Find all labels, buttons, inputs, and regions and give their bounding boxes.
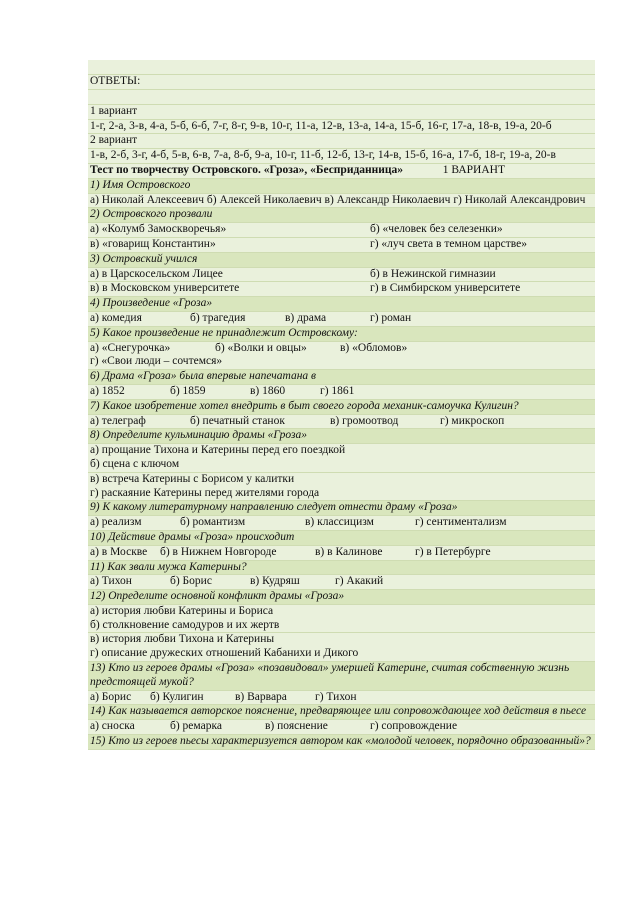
question-text: 3) Островский учился [88, 253, 595, 268]
variant2-label: 2 вариант [88, 134, 595, 149]
answer-option: в) история любви Тихона и Катерины [90, 633, 275, 646]
answer-option: а) прощание Тихона и Катерины перед его поездкой [90, 444, 346, 457]
answer-option: в) классицизм [305, 516, 374, 529]
answer-option: г) в Петербурге [415, 545, 491, 558]
question-text: 4) Произведение «Гроза» [88, 297, 595, 312]
answer-option: а) реализм [90, 516, 142, 529]
question-text: 14) Как называется авторское пояснение, предваряющее или сопровождающее ход действия в пьесе [88, 705, 595, 720]
answer-option: б) «человек без селезенки» [370, 223, 503, 236]
answer-option: г) «Свои люди – сочтемся» [90, 355, 223, 368]
blank-row [88, 60, 595, 75]
question-text: 5) Какое произведение не принадлежит Островскому: [88, 327, 595, 342]
answer-option: в) «Обломов» [340, 341, 408, 354]
answer-option: а) Борис [90, 690, 132, 703]
answer-row [88, 268, 595, 283]
answer-option: а) в Царскосельском Лицее [90, 267, 223, 280]
answer-option: б) «Волки и овцы» [215, 341, 307, 354]
question-text: 1) Имя Островского [88, 179, 595, 194]
test-title: Тест по творчеству Островского. «Гроза», «Бесприданница» [90, 163, 404, 176]
question-text: 9) К какому литературному направлению следует отнести драму «Гроза» [88, 501, 595, 516]
answer-option: а) сноска [90, 720, 135, 733]
answer-option: б) в Нижнем Новгороде [160, 545, 277, 558]
answer-row [88, 342, 595, 371]
answer-option: г) сентиментализм [415, 516, 507, 529]
answer-option: г) 1861 [320, 384, 355, 397]
answer-option: а) в Москве [90, 545, 148, 558]
answer-option: в) драма [285, 311, 327, 324]
answer-option: в) громоотвод [330, 414, 399, 427]
answer-option: в) пояснение [265, 720, 328, 733]
answer-option: а) «Колумб Замоскворечья» [90, 223, 227, 236]
answer-option: б) столкновение самодуров и их жертв [90, 618, 280, 631]
question-text: 8) Определите кульминацию драмы «Гроза» [88, 429, 595, 444]
document-page [88, 60, 595, 750]
answer-row [88, 194, 595, 209]
answer-option: г) микроскоп [440, 414, 505, 427]
answer-option: в) «говарищ Константин» [90, 237, 216, 250]
answer-option: в) встреча Катерины с Борисом у калитки [90, 472, 295, 485]
answer-option: а) Тихон [90, 575, 132, 588]
answer-option: б) трагедия [190, 311, 246, 324]
answer-row [88, 575, 595, 590]
answer-option: в) Варвара [235, 690, 287, 703]
answer-option: в) в Калинове [315, 545, 383, 558]
test-header [88, 164, 595, 179]
answer-option: а) комедия [90, 311, 142, 324]
answer-option: г) сопровождение [370, 720, 458, 733]
answer-option: а) телеграф [90, 414, 146, 427]
question-text: 13) Кто из героев драмы «Гроза» «позавидовал» умершей Катерине, считая собственную жизнь предстоящей мукой? [88, 662, 595, 691]
answer-option: б) 1859 [170, 384, 206, 397]
answer-row [88, 691, 595, 706]
answer-option: б) печатный станок [190, 414, 285, 427]
answer-row [88, 444, 595, 473]
question-text: 15) Кто из героев пьесы характеризуется автором как «молодой человек, порядочно образованный»? [88, 735, 595, 750]
answer-row [88, 605, 595, 634]
answer-row [88, 312, 595, 327]
answer-row [88, 473, 595, 502]
answer-option: в) Кудряш [250, 575, 300, 588]
question-text: 6) Драма «Гроза» была впервые напечатана в [88, 370, 595, 385]
answer-row [88, 282, 595, 297]
answer-option: б) в Нежинской гимназии [370, 267, 496, 280]
question-text: 2) Островского прозвали [88, 208, 595, 223]
answer-row [88, 385, 595, 400]
question-text: 10) Действие драмы «Гроза» происходит [88, 531, 595, 546]
answer-option: г) «луч света в темном царстве» [370, 237, 527, 250]
answer-row [88, 223, 595, 238]
answer-option: в) 1860 [250, 384, 286, 397]
answer-option: а) Николай Алексеевич б) Алексей Николаевич в) Александр Николаевич г) Николай Александрович [90, 193, 586, 206]
blank-row [88, 90, 595, 105]
answer-option: б) Кулигин [150, 690, 204, 703]
answer-option: в) в Московском университете [90, 282, 240, 295]
question-text: 12) Определите основной конфликт драмы «Гроза» [88, 590, 595, 605]
answer-row [88, 546, 595, 561]
question-text: 7) Какое изобретение хотел внедрить в быт своего города механик-самоучка Кулигин? [88, 400, 595, 415]
variant1-label: 1 вариант [88, 105, 595, 120]
variant2-keys: 1-в, 2-б, 3-г, 4-б, 5-в, 6-в, 7-а, 8-б, 9-а, 10-г, 11-б, 12-б, 13-г, 14-в, 15-б, 16-а, 17-б, 18-г, 19-а, 20-в [88, 149, 595, 164]
question-text: 11) Как звали мужа Катерины? [88, 561, 595, 576]
answer-option: а) 1852 [90, 384, 125, 397]
answer-option: г) раскаяние Катерины перед жителями города [90, 486, 320, 499]
answer-option: г) в Симбирском университете [370, 282, 521, 295]
answer-row [88, 516, 595, 531]
answer-row [88, 720, 595, 735]
answer-option: б) романтизм [180, 516, 246, 529]
answer-option: а) «Снегурочка» [90, 341, 171, 354]
answers-title: ОТВЕТЫ: [88, 75, 595, 90]
answer-option: б) ремарка [170, 720, 222, 733]
answer-option: г) описание дружеских отношений Кабанихи и Дикого [90, 647, 359, 660]
answer-row [88, 633, 595, 662]
test-variant: 1 ВАРИАНТ [442, 163, 505, 176]
answer-row [88, 238, 595, 253]
answer-option: г) Акакий [335, 575, 384, 588]
answer-option: г) Тихон [315, 690, 357, 703]
answer-option: б) сцена с ключом [90, 457, 180, 470]
variant1-keys: 1-г, 2-а, 3-в, 4-а, 5-б, 6-б, 7-г, 8-г, 9-в, 10-г, 11-а, 12-в, 13-а, 14-а, 15-б, 16-г, 17-а, 18-в, 19-а, 20-б [88, 120, 595, 135]
answer-option: б) Борис [170, 575, 212, 588]
question-list [88, 179, 595, 750]
answer-option: а) история любви Катерины и Бориса [90, 604, 274, 617]
answer-option: г) роман [370, 311, 412, 324]
answer-row [88, 415, 595, 430]
